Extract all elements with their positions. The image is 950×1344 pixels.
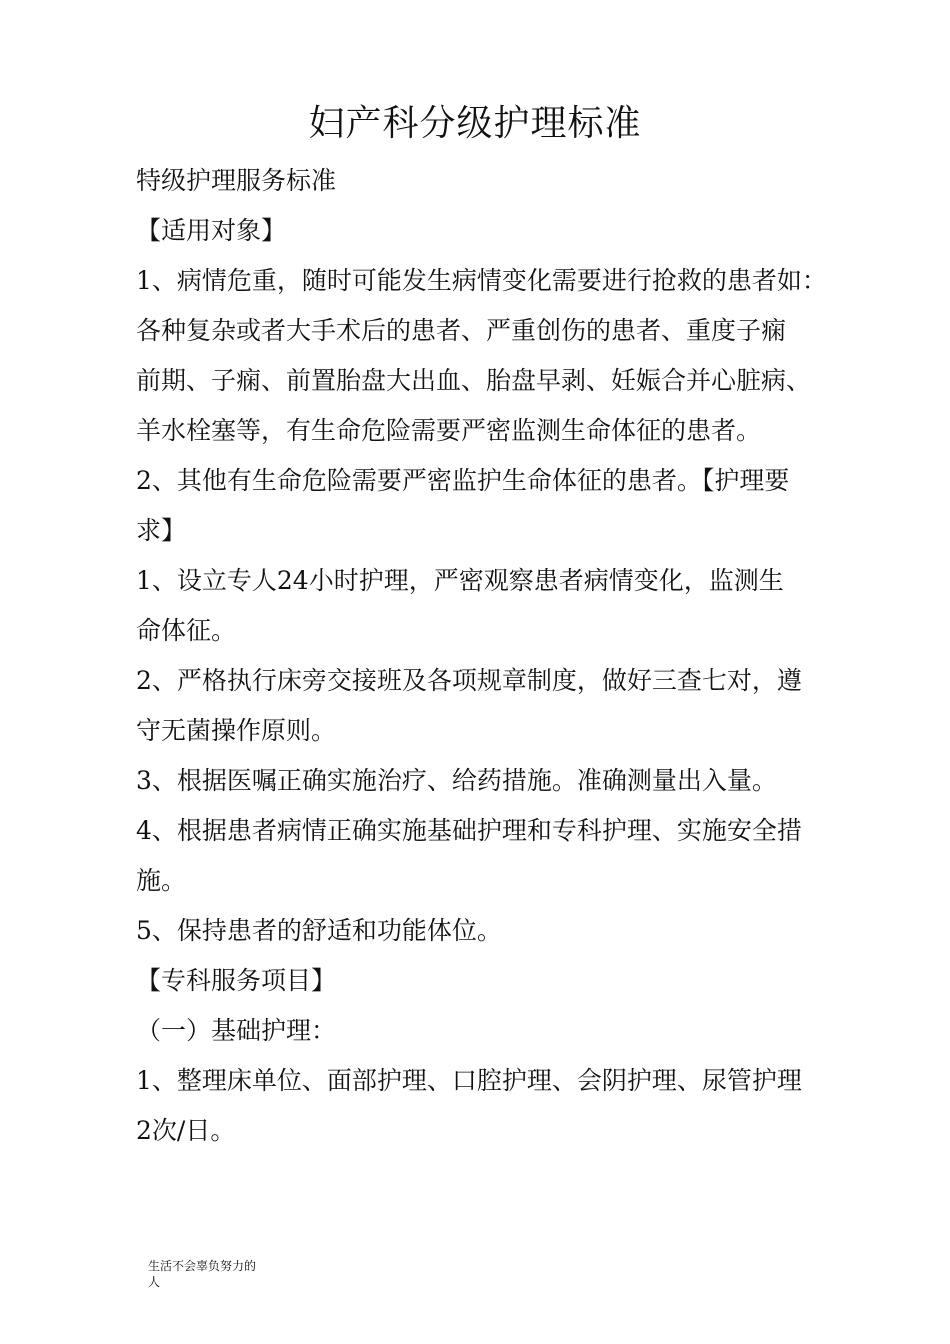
body-line: 5、保持患者的舒适和功能体位。 — [136, 916, 502, 945]
body-line: 1、整理床单位、面部护理、口腔护理、会阴护理、尿管护理 — [136, 1066, 802, 1095]
body-line: 各种复杂或者大手术后的患者、严重创伤的患者、重度子痫 — [136, 316, 787, 345]
body-line: 施。 — [136, 866, 187, 895]
body-line: 1、病情危重，随时可能发生病情变化需要进行抢救的患者如： — [136, 266, 827, 295]
body-line: 2、严格执行床旁交接班及各项规章制度，做好三查七对，遵 — [136, 666, 802, 695]
body-line: 1、设立专人24小时护理，严密观察患者病情变化，监测生 — [136, 566, 784, 595]
body-line: 守无菌操作原则。 — [136, 716, 337, 745]
body-line: 前期、子痫、前置胎盘大出血、胎盘早剥、妊娠合并心脏病、 — [136, 366, 812, 395]
body-line: 2次/日。 — [136, 1116, 236, 1145]
body-line: 2、其他有生命危险需要严密监护生命体征的患者。【护理要 — [136, 466, 790, 495]
body-line: 羊水栓塞等，有生命危险需要严密监测生命体征的患者。 — [136, 416, 762, 445]
document-title: 妇产科分级护理标准 — [308, 103, 642, 144]
body-line: 4、根据患者病情正确实施基础护理和专科护理、实施安全措 — [136, 816, 802, 845]
section-heading: 特级护理服务标准 — [136, 166, 337, 195]
subsection-heading: 【适用对象】 — [136, 216, 287, 245]
body-line: （一）基础护理： — [136, 1016, 337, 1045]
body-line: 求】 — [136, 516, 187, 545]
footer-line: 生活不会辜负努力的 — [148, 1259, 257, 1273]
page-footer — [148, 1258, 288, 1290]
footer-line: 人 — [148, 1275, 161, 1289]
body-line: 3、根据医嘱正确实施治疗、给药措施。准确测量出入量。 — [136, 766, 777, 795]
document-body — [136, 156, 826, 1156]
subsection-heading: 【专科服务项目】 — [136, 966, 337, 995]
body-line: 命体征。 — [136, 616, 237, 645]
